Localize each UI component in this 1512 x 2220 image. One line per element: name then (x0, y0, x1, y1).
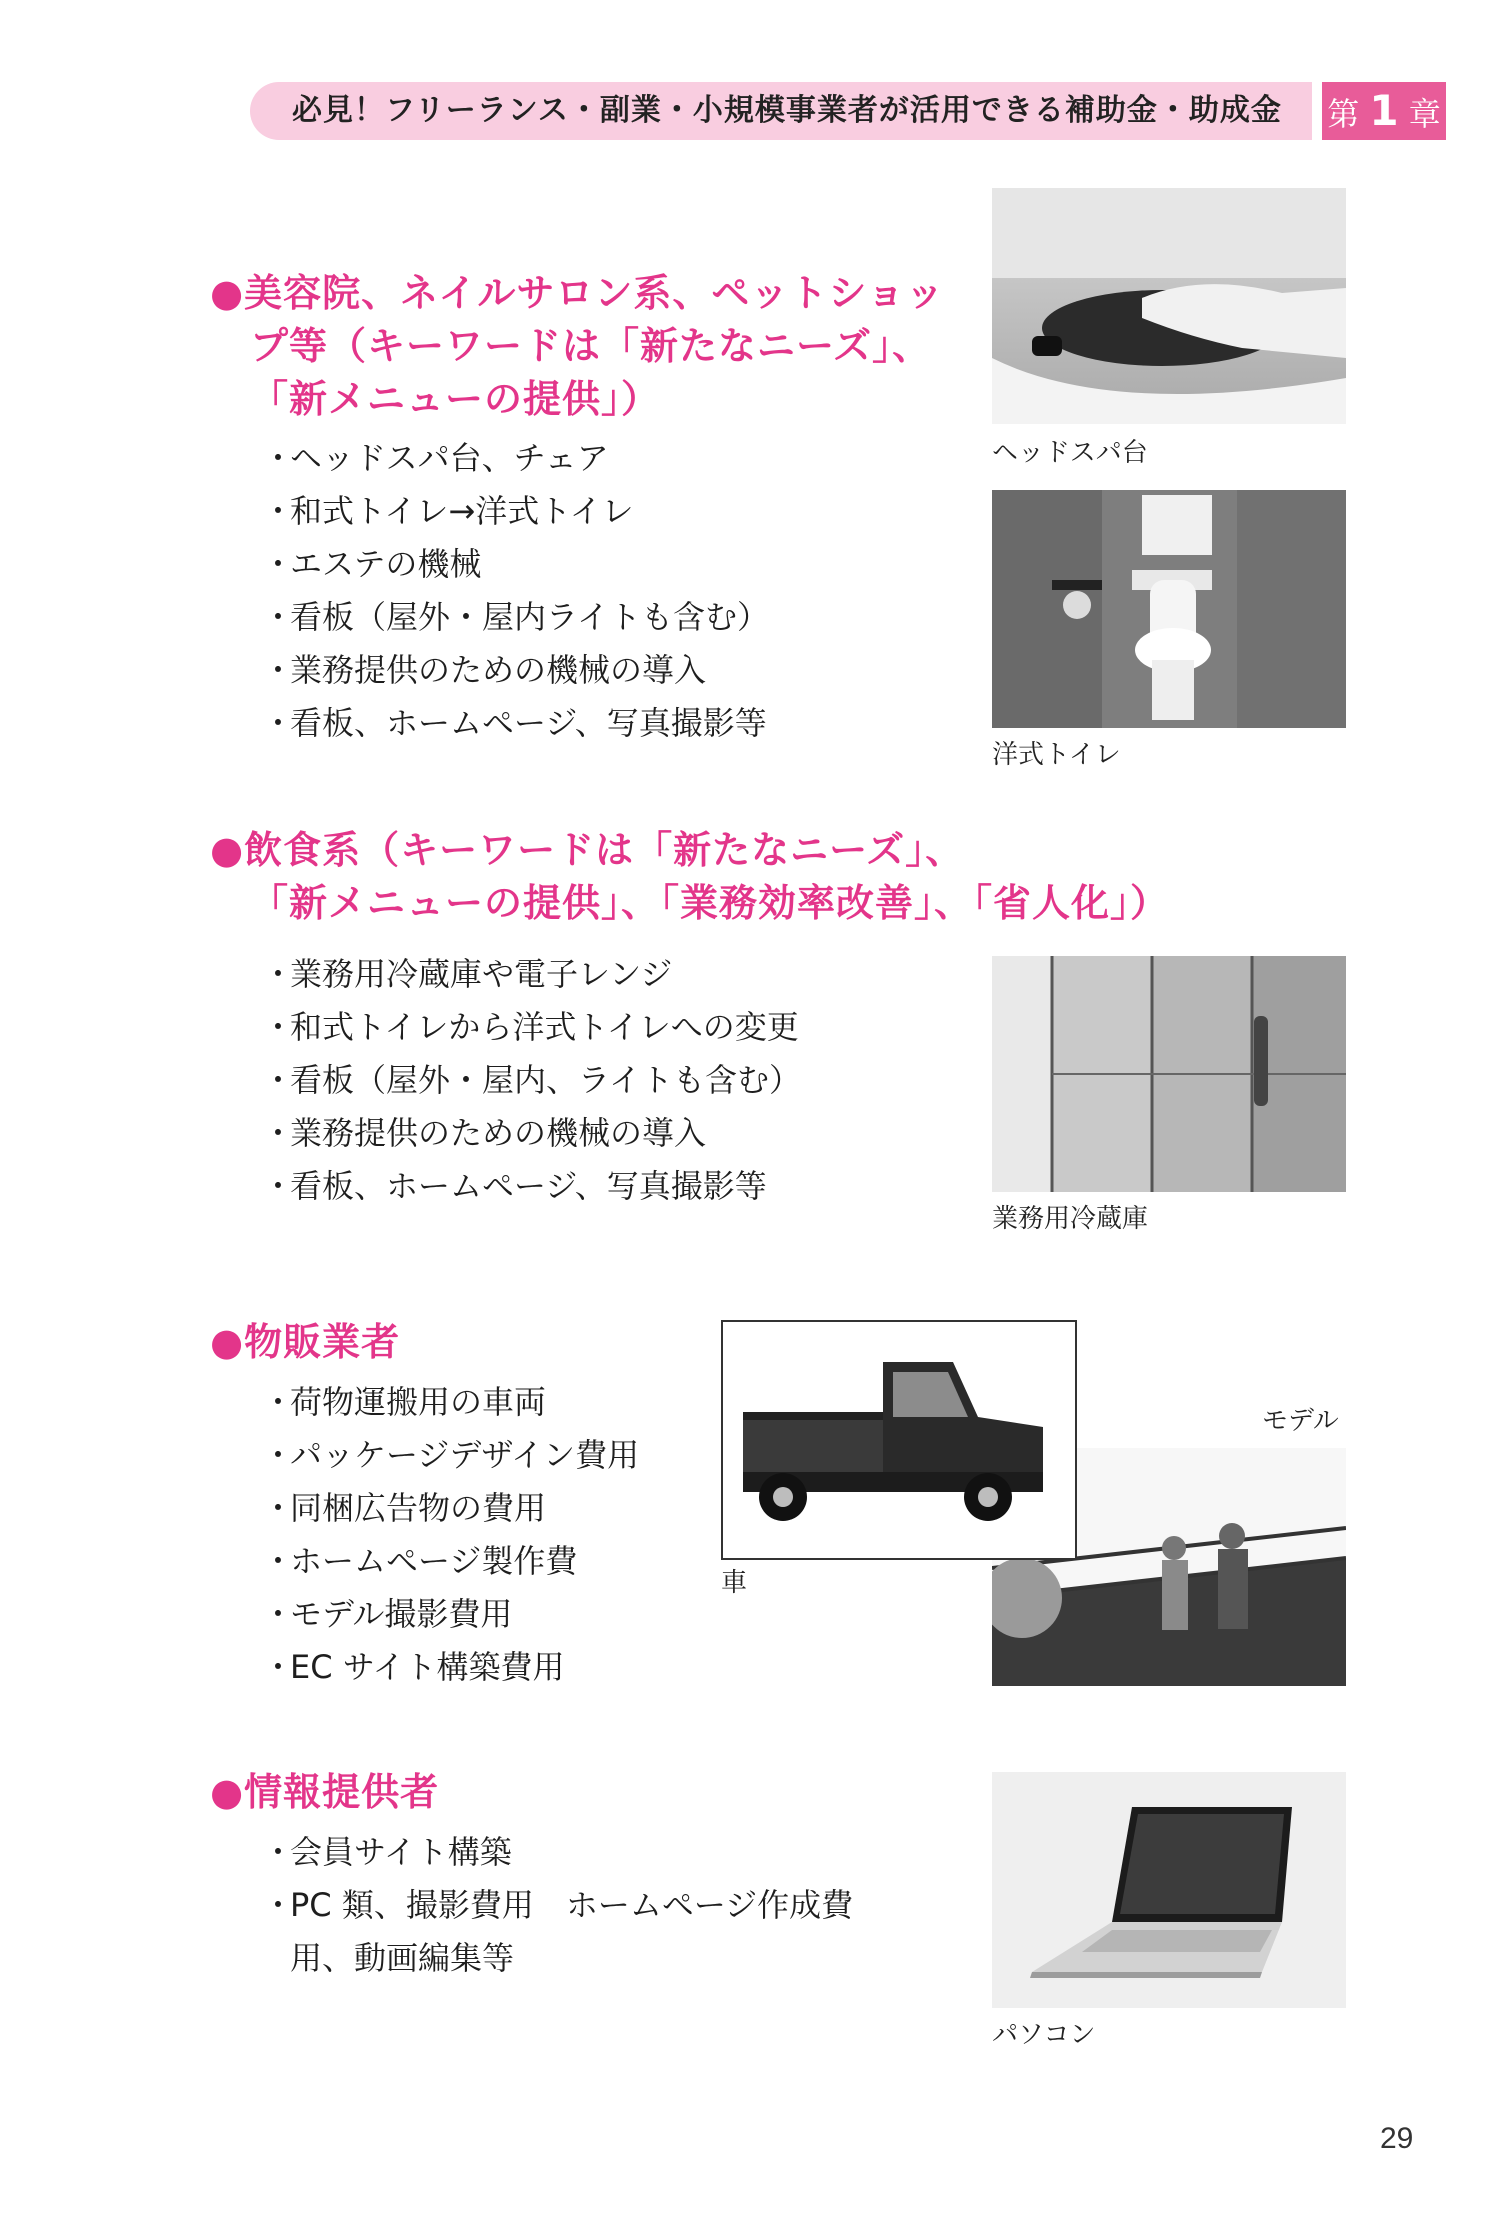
list-item: ・看板（屋外・屋内、ライトも含む） (262, 1061, 802, 1099)
truck-caption: 車 (721, 1568, 748, 1598)
model-caption: モデル (1262, 1406, 1339, 1436)
heading-line: ●美容院、ネイルサロン系、ペットショッ (210, 271, 945, 315)
fridge-photo (992, 956, 1346, 1192)
truck-photo (721, 1320, 1077, 1560)
head-spa-caption: ヘッドスパ台 (992, 438, 1148, 468)
chapter-badge (1322, 82, 1446, 140)
list-item: ・和式トイレ→洋式トイレ (262, 492, 634, 530)
list-item: ・業務用冷蔵庫や電子レンジ (262, 955, 673, 993)
list-item: ・会員サイト構築 (262, 1833, 512, 1871)
list-item: ・看板（屋外・屋内ライトも含む） (262, 598, 770, 636)
item-list-beauty (262, 432, 769, 750)
item-list-retail (262, 1376, 639, 1694)
laptop-caption: パソコン (992, 2020, 1096, 2050)
list-item: ・看板、ホームページ、写真撮影等 (262, 1167, 767, 1205)
list-item: ・同梱広告物の費用 (262, 1489, 547, 1527)
chapter-suffix: 章 (1408, 95, 1441, 133)
chapter-prefix: 第 (1327, 95, 1360, 133)
list-item: ・荷物運搬用の車両 (262, 1383, 547, 1421)
fridge-caption: 業務用冷蔵庫 (992, 1204, 1149, 1234)
laptop-photo (992, 1772, 1346, 2008)
list-item: ・エステの機械 (262, 545, 482, 583)
list-item: ・業務提供のための機械の導入 (262, 1114, 707, 1152)
heading-line: ●飲食系（キーワードは「新たなニーズ」、 (210, 828, 965, 872)
heading-line: 「新メニューの提供」） (250, 377, 661, 421)
list-item: ・パッケージデザイン費用 (262, 1436, 640, 1474)
toilet-caption: 洋式トイレ (992, 740, 1121, 770)
list-item: ・モデル撮影費用 (262, 1595, 513, 1633)
heading-line: プ等（キーワードは「新たなニーズ」、 (250, 324, 932, 368)
heading-line: ●物販業者 (210, 1320, 401, 1364)
section-heading-info (210, 1766, 439, 1819)
list-item: ・和式トイレから洋式トイレへの変更 (262, 1008, 799, 1046)
section-heading-retail (210, 1316, 400, 1369)
page-number: 29 (1380, 2122, 1414, 2155)
item-list-restaurant (262, 948, 801, 1213)
list-item: ・PC 類、撮影費用 ホームページ作成費 (262, 1886, 854, 1924)
head-spa-photo (992, 188, 1346, 424)
list-item: ・業務提供のための機械の導入 (262, 651, 707, 689)
list-item: ・ヘッドスパ台、チェア (262, 439, 609, 477)
toilet-photo (992, 490, 1346, 728)
section-heading-beauty (210, 267, 945, 426)
heading-line: ●情報提供者 (210, 1770, 440, 1814)
list-item: 用、動画編集等 (290, 1939, 515, 1977)
chapter-number: 1 (1369, 86, 1399, 135)
item-list-info (262, 1826, 853, 1985)
list-item: ・EC サイト構築費用 (262, 1648, 565, 1686)
heading-line: 「新メニューの提供」、「業務効率改善」、「省人化」） (250, 881, 1170, 925)
list-item: ・ホームページ製作費 (262, 1542, 578, 1580)
running-header-title: 必見！フリーランス・副業・小規模事業者が活用できる補助金・助成金 (292, 93, 1282, 128)
list-item: ・看板、ホームページ、写真撮影等 (262, 704, 767, 742)
section-heading-restaurant (210, 824, 1169, 930)
